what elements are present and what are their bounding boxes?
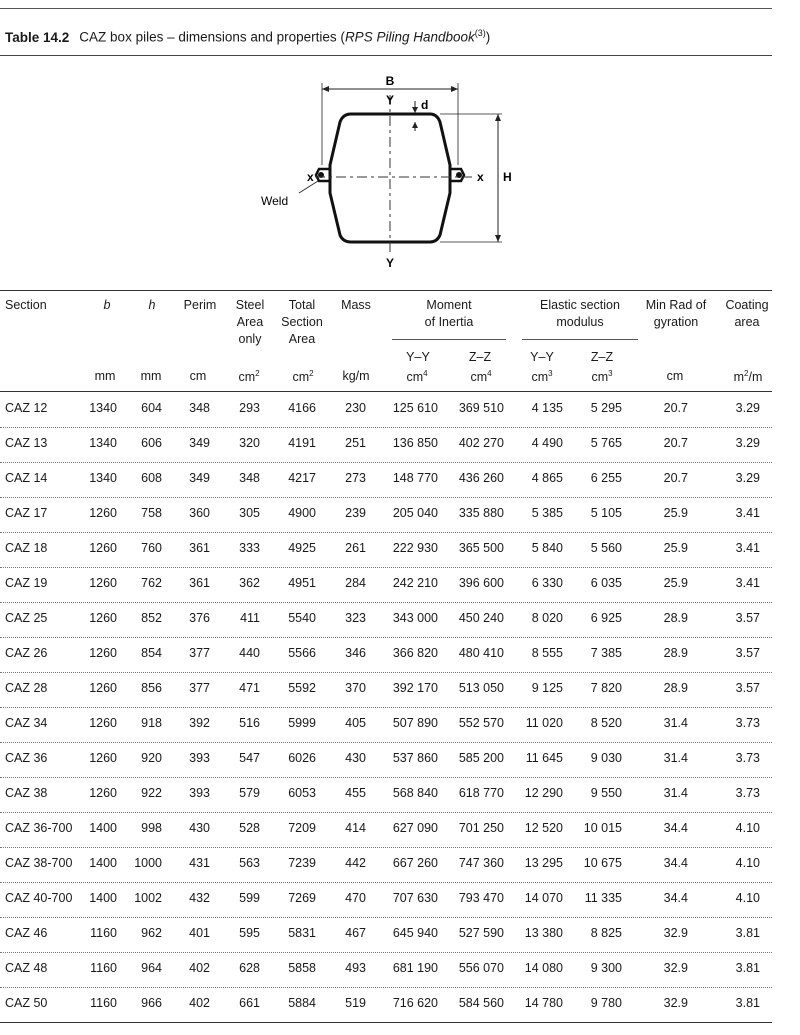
table-row: CAZ 36 1260 920 393 547 6026 430 537 860 585 200 11 645 9 030 31.4 3.73 <box>0 742 772 778</box>
cell-section: CAZ 25 <box>5 611 48 625</box>
header-moment-of-inertia: Moment of Inertia <box>424 298 474 329</box>
table-row: CAZ 14 1340 608 349 348 4217 273 148 770 436 260 4 865 6 255 20.7 3.29 <box>0 462 772 498</box>
label-Y-bottom: Y <box>385 256 395 270</box>
table-row: CAZ 13 1340 606 349 320 4191 251 136 850 402 270 4 490 5 765 20.7 3.29 <box>0 427 772 463</box>
label-weld: Weld <box>261 194 289 208</box>
caption-text: CAZ box piles – dimensions and properties ( <box>79 29 345 45</box>
unit-perim: cm <box>189 369 207 383</box>
label-B: B <box>385 74 395 88</box>
table-row: CAZ 38 1260 922 393 579 6053 455 568 840 618 770 12 290 9 550 31.4 3.73 <box>0 777 772 813</box>
label-Y-top: Y <box>385 93 395 107</box>
caption-source: RPS Piling Handbook <box>344 29 475 45</box>
subheader-modulus-zz: Z–Z <box>590 350 614 364</box>
table-row: CAZ 25 1260 852 376 411 5540 323 343 000 450 240 8 020 6 925 28.9 3.57 <box>0 602 772 638</box>
label-d: d <box>421 98 429 112</box>
table-label: Table 14.2 <box>5 29 70 45</box>
header-h: h <box>148 298 156 312</box>
unit-inertia-yy: $cm^4$ <box>406 369 428 385</box>
caption-rule <box>0 55 772 56</box>
table-row: CAZ 12 1340 604 348 293 4166 230 125 610 369 510 4 135 5 295 20.7 3.29 <box>0 392 772 428</box>
label-H: H <box>503 170 512 184</box>
cell-section: CAZ 36-700 <box>5 821 73 835</box>
table-row: CAZ 48 1160 964 402 628 5858 493 681 190 556 070 14 080 9 300 32.9 3.81 <box>0 952 772 988</box>
cell-section: CAZ 28 <box>5 681 48 695</box>
table-row: CAZ 50 1160 966 402 661 5884 519 716 620 584 560 14 780 9 780 32.9 3.81 <box>0 987 772 1023</box>
table-row: CAZ 36-700 1400 998 430 528 7209 414 627 090 701 250 12 520 10 015 34.4 4.10 <box>0 812 772 848</box>
elastic-group-rule <box>522 339 638 340</box>
cell-section: CAZ 17 <box>5 506 48 520</box>
table-row: CAZ 28 1260 856 377 471 5592 370 392 170 513 050 9 125 7 820 28.9 3.57 <box>0 672 772 708</box>
cell-section: CAZ 46 <box>5 926 48 940</box>
label-x-left: x <box>307 170 314 184</box>
cell-section: CAZ 19 <box>5 576 48 590</box>
cell-section: CAZ 26 <box>5 646 48 660</box>
unit-mass: kg/m <box>342 369 370 383</box>
header-steel-area: Steel Area only <box>235 298 265 346</box>
unit-inertia-zz: $cm^4$ <box>470 369 492 385</box>
unit-total: $cm^2$ <box>292 369 314 385</box>
top-rule <box>0 8 772 9</box>
unit-modulus-zz: $cm^3$ <box>591 369 613 385</box>
header-b: b <box>103 298 111 312</box>
cell-section: CAZ 48 <box>5 961 48 975</box>
table-row: CAZ 18 1260 760 361 333 4925 261 222 930 365 500 5 840 5 560 25.9 3.41 <box>0 532 772 568</box>
unit-b: mm <box>94 369 116 383</box>
table-caption: Table 14.2 CAZ box piles – dimensions and properties (RPS Piling Handbook$^{(3)}$) <box>5 28 491 45</box>
table-row: CAZ 46 1160 962 401 595 5831 467 645 940 527 590 13 380 8 825 32.9 3.81 <box>0 917 772 953</box>
box-pile-diagram <box>255 65 555 280</box>
caption-ref: (3) <box>474 28 486 38</box>
unit-h: mm <box>140 369 162 383</box>
unit-rad: cm <box>666 369 684 383</box>
table-row: CAZ 17 1260 758 360 305 4900 239 205 040 335 880 5 385 5 105 25.9 3.41 <box>0 497 772 533</box>
cell-section: CAZ 38-700 <box>5 856 73 870</box>
table-row: CAZ 26 1260 854 377 440 5566 346 366 820 480 410 8 555 7 385 28.9 3.57 <box>0 637 772 673</box>
header-elastic-modulus: Elastic section modulus <box>540 298 620 329</box>
unit-modulus-yy: $cm^3$ <box>531 369 553 385</box>
cell-section: CAZ 12 <box>5 401 48 415</box>
cell-section: CAZ 34 <box>5 716 48 730</box>
subheader-inertia-zz: Z–Z <box>468 350 492 364</box>
subheader-modulus-yy: Y–Y <box>530 350 554 364</box>
header-total-area: Total Section Area <box>281 298 323 346</box>
table-row: CAZ 40-700 1400 1002 432 599 7269 470 707 630 793 470 14 070 11 335 34.4 4.10 <box>0 882 772 918</box>
header-mass: Mass <box>341 298 371 312</box>
cell-section: CAZ 18 <box>5 541 48 555</box>
cell-section: CAZ 36 <box>5 751 48 765</box>
header-coating-area: Coating area <box>725 298 769 329</box>
table-row: CAZ 19 1260 762 361 362 4951 284 242 210 396 600 6 330 6 035 25.9 3.41 <box>0 567 772 603</box>
subheader-inertia-yy: Y–Y <box>406 350 430 364</box>
unit-steel: $cm^2$ <box>238 369 260 385</box>
label-x-right: x <box>477 170 484 184</box>
header-perim: Perim <box>183 298 217 312</box>
cell-section: CAZ 13 <box>5 436 48 450</box>
header-section: Section <box>5 298 47 312</box>
cell-section: CAZ 50 <box>5 996 48 1010</box>
table-row: CAZ 34 1260 918 392 516 5999 405 507 890 552 570 11 020 8 520 31.4 3.73 <box>0 707 772 743</box>
moment-group-rule <box>392 339 506 340</box>
table-row: CAZ 38-700 1400 1000 431 563 7239 442 667 260 747 360 13 295 10 675 34.4 4.10 <box>0 847 772 883</box>
cell-section: CAZ 38 <box>5 786 48 800</box>
unit-coating: $m^2/m$ <box>733 369 763 385</box>
header-rule <box>0 290 772 291</box>
cell-section: CAZ 40-700 <box>5 891 73 905</box>
header-min-rad: Min Rad of gyration <box>645 298 707 329</box>
cell-section: CAZ 14 <box>5 471 48 485</box>
